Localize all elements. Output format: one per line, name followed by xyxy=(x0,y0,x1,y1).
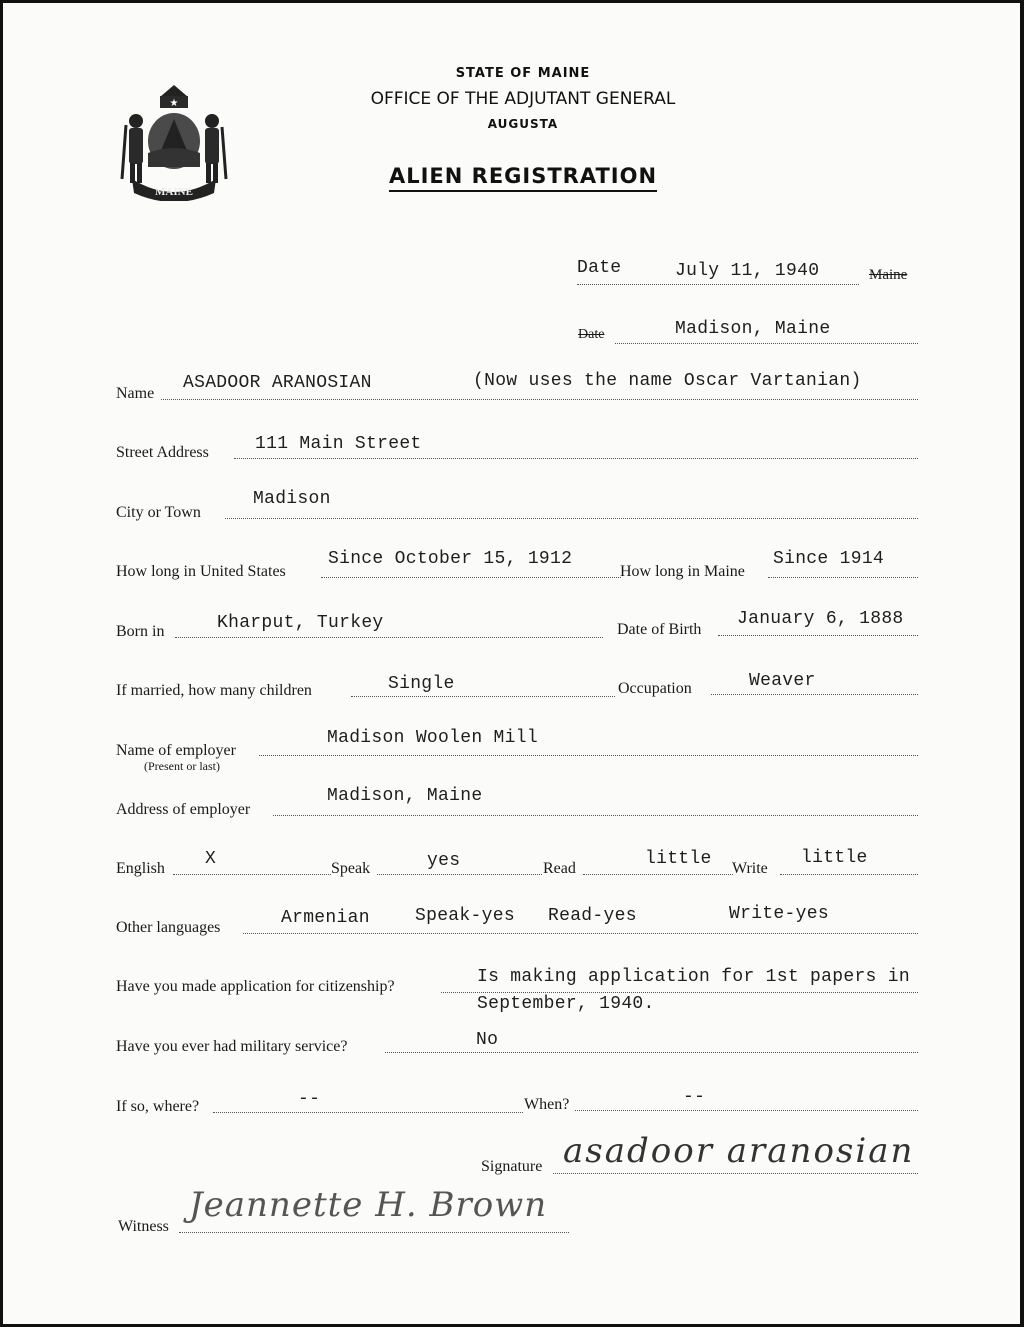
read-label: Read xyxy=(543,860,576,877)
employer-address-label: Address of employer xyxy=(116,801,251,818)
form-title xyxy=(3,164,1024,188)
citizenship-value-line-2: September, 1940. xyxy=(477,994,655,1014)
street-line xyxy=(234,458,918,459)
when-line xyxy=(575,1110,918,1111)
us-value: Since October 15, 1912 xyxy=(328,549,573,569)
speak-line xyxy=(377,874,542,875)
signature-value: asadoor aranosian xyxy=(563,1131,915,1171)
us-line xyxy=(321,577,621,578)
other-speak-value: Speak-yes xyxy=(415,906,515,926)
speak-value: yes xyxy=(427,851,461,871)
military-label: Have you ever had military service? xyxy=(116,1038,348,1055)
write-line xyxy=(780,874,918,875)
occupation-label: Occupation xyxy=(618,680,692,697)
header-office: OFFICE OF THE ADJUTANT GENERAL xyxy=(370,89,676,109)
employer-address-line xyxy=(273,815,918,816)
english-label: English xyxy=(116,860,165,877)
dob-label: Date of Birth xyxy=(617,621,702,638)
maine-label: How long in Maine xyxy=(620,563,745,580)
signature-label: Signature xyxy=(481,1158,543,1175)
married-line xyxy=(351,696,615,697)
name-note: (Now uses the name Oscar Vartanian) xyxy=(473,371,862,391)
seal-text: MAINE xyxy=(155,186,193,198)
speak-label: Speak xyxy=(331,860,371,877)
maine-line xyxy=(768,577,918,578)
header-state: STATE OF MAINE xyxy=(455,66,591,81)
name-line xyxy=(161,399,918,400)
employer-value: Madison Woolen Mill xyxy=(327,728,538,748)
other-write-value: Write-yes xyxy=(729,904,829,924)
city-label: City or Town xyxy=(116,504,201,521)
occupation-value: Weaver xyxy=(749,671,816,691)
where-line xyxy=(213,1112,523,1113)
military-value: No xyxy=(476,1030,499,1050)
date-value: July 11, 1940 xyxy=(675,261,820,281)
citizenship-line xyxy=(441,992,918,993)
city-value: Madison xyxy=(253,489,331,509)
citizenship-value-line-1: Is making application for 1st papers in xyxy=(477,967,910,987)
military-line xyxy=(385,1052,918,1053)
born-line xyxy=(175,637,603,638)
name-value: ASADOOR ARANOSIAN xyxy=(183,373,372,393)
seal-star: ★ xyxy=(169,98,179,109)
occupation-line xyxy=(711,694,918,695)
employer-label: Name of employer xyxy=(116,742,236,759)
witness-label: Witness xyxy=(118,1218,169,1235)
where-label: If so, where? xyxy=(116,1098,200,1115)
street-label: Street Address xyxy=(116,444,209,461)
english-value: X xyxy=(205,849,217,869)
witness-value: Jeannette H. Brown xyxy=(189,1185,548,1225)
signature-line xyxy=(553,1173,918,1174)
other-read-value: Read-yes xyxy=(548,906,637,926)
other-languages-label: Other languages xyxy=(116,919,221,936)
born-value: Kharput, Turkey xyxy=(217,613,384,633)
us-label: How long in United States xyxy=(116,563,286,580)
married-value: Single xyxy=(388,674,455,694)
write-value: little xyxy=(801,848,868,868)
born-label: Born in xyxy=(116,623,165,640)
read-value: little xyxy=(645,849,712,869)
read-line xyxy=(583,874,733,875)
city-line xyxy=(225,518,918,519)
other-language-value: Armenian xyxy=(281,908,370,928)
other-languages-line xyxy=(243,933,918,934)
dob-line xyxy=(718,635,918,636)
place-value: Madison, Maine xyxy=(675,319,831,339)
english-line xyxy=(173,874,331,875)
write-label: Write xyxy=(732,860,768,877)
date-line xyxy=(577,284,859,285)
name-label: Name xyxy=(116,385,155,402)
place-line xyxy=(615,343,918,344)
employer-address-value: Madison, Maine xyxy=(327,786,483,806)
citizenship-label: Have you made application for citizenship? xyxy=(116,978,395,995)
document-page xyxy=(3,3,1020,1324)
witness-line xyxy=(179,1232,569,1233)
header-city: AUGUSTA xyxy=(487,117,559,131)
when-value: -- xyxy=(683,1087,706,1107)
maine-value: Since 1914 xyxy=(773,549,885,569)
street-value: 111 Main Street xyxy=(255,434,422,454)
employer-line xyxy=(259,755,918,756)
where-value: -- xyxy=(298,1089,321,1109)
employer-sub-label: (Present or last) xyxy=(144,759,220,773)
form-title-text: ALIEN REGISTRATION xyxy=(389,164,657,192)
date-label: Date xyxy=(577,258,622,278)
date-struck-text: Maine xyxy=(869,267,908,283)
place-struck-label: Date xyxy=(578,327,605,342)
dob-value: January 6, 1888 xyxy=(737,609,904,629)
married-label: If married, how many children xyxy=(116,682,312,699)
when-label: When? xyxy=(524,1096,570,1113)
